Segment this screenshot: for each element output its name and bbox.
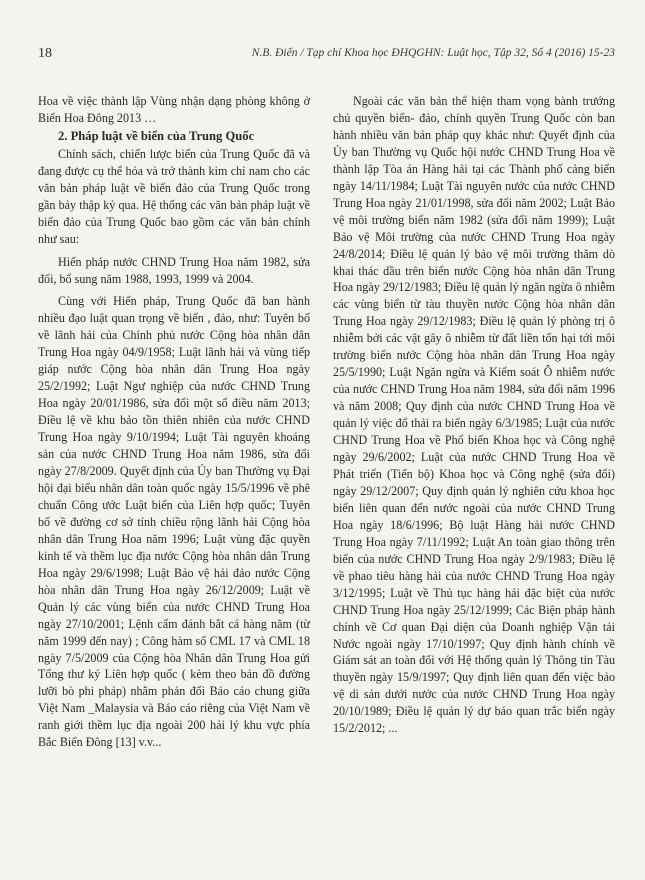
body-paragraph: Cùng với Hiến pháp, Trung Quốc đã ban hành nhiều đạo luật quan trọng về biển , đảo, như: Tuyên bố về lãnh hải của Chính phủ nước Cộng hòa nhân dân Trung Hoa ngày 04/9/1958; Luật lãnh hải và vùng tiếp giáp nước Cộng hòa nhân dân Trung Hoa ngày 25/2/1992; Luật Ngư nghiệp của nước CHND Trung Hoa ngày 20/01/1986, sửa đổi một số điều năm 2013; Điều lệ về khu bảo tồn thiên nhiên của nước CHND Trung Hoa ngày 9/10/1994; Luật Tài nguyên khoáng sản của nước CHND Trung Hoa năm 1986, sửa đổi ngày 27/8/2009. Quyết định của Ủy ban Thường vụ Đại hội đại biểu nhân dân toàn quốc ngày 15/5/1996 về phê chuẩn Công ước Luật biển của Liên hợp quốc; Tuyên bố về đường cơ sở tính chiều rộng lãnh hải Cộng hòa nhân dân Trung Hoa năm 1996; Luật vùng đặc quyền kinh tế và thềm lục địa nước Cộng hòa nhân dân Trung Hoa ngày 29/6/1998; Luật Bảo vệ hải đảo nước Cộng hòa nhân dân Trung Hoa ngày 26/12/2009; Luật về Quản lý các vùng biển của nước CHND Trung Hoa ngày 27/10/2001; Lệnh cấm đánh bắt cá hàng năm (từ năm 1999 đến nay) ; Công hàm số CML 17 và CML 18 ngày 7/5/2009 của Cộng hòa Nhân dân Trung Hoa gửi Tổng thư ký Liên hợp quốc ( kèm theo bản đồ đường lưỡi bò phi pháp) nhằm phản đối Báo cáo chung giữa Việt Nam _Malaysia và Báo cáo riêng của Việt Nam về ranh giới thềm lục địa ngoài 200 hải lý khu vực phía Bắc Biển Đông [13] v.v... — [38, 294, 310, 750]
page-number: 18 — [38, 46, 52, 61]
left-column — [38, 93, 310, 751]
section-heading: 2. Pháp luật về biển của Trung Quốc — [58, 128, 255, 143]
page-header — [38, 46, 615, 68]
body-paragraph: Ngoài các văn bản thể hiện tham vọng bành trướng chủ quyền biển- đảo, chính quyền Trung Quốc còn ban hành nhiều văn bản pháp quy khác như: Quyết định của Ủy ban Thường vụ Quốc hội nước CHND Trung Hoa về thành lập Tòa án Hàng hải tại các Thành phố cảng biển ngày 14/11/1984; Luật Tài nguyên nước của nước CHND Trung Hoa ngày 21/01/1998, sửa đổi năm 2002; Luật Bảo vệ môi trường biển năm 1982 (sửa đổi năm 1999); Luật Bảo vệ Môi trường của nước CHND Trung Hoa ngày 24/8/2014; Điều lệ quản lý bảo vệ môi trường thăm dò khai thác dầu trên biển nước Cộng hòa nhân dân Trung Hoa ngày 29/12/1983; Điều lệ quản lý ngăn ngừa ô nhiễm các vùng biển từ tàu thuyền nước Cộng hòa nhân dân Trung Hoa ngày 29/12/1983; Điều lệ quản lý phòng trị ô nhiễm bởi các vật gây ô nhiễm từ đất liền tổn hại tới môi trường biển nước Cộng hòa nhân dân Trung Hoa ngày 25/5/1990; Luật Ngăn ngừa và Kiểm soát Ô nhiễm nước của nước CHND Trung Hoa năm 1984, sửa đổi năm 1996 và năm 2008; Quy định của nước CHND Trung Hoa về quản lý việc đổ thải ra biển ngày 6/3/1985; Luật của nước CHND Trung Hoa về Phổ biến Khoa học và Công nghệ ngày 29/6/2002; Luật của nước CHND Trung Hoa về Phát triển (Tiến bộ) Khoa học và Công nghệ (sửa đổi) ngày 29/12/2007; Quy định quản lý nghiên cứu khoa học biển liên quan đến nước ngoài của nước CHND Trung Hoa ngày 18/6/1996; Bộ luật Hàng hải nước CHND Trung Hoa ngày 7/11/1992; Luật An toàn giao thông trên biển của nước CHND Trung Hoa ngày 2/9/1983; Điều lệ về phao tiêu hàng hải của nước CHND Trung Hoa ngày 3/12/1995; Luật về Thủ tục hàng hải đặc biệt của nước CHND Trung Hoa ngày 25/12/1999; Các Biện pháp hành chính về Cơ quan Đại diện của Doanh nghiệp Vận tải Nước ngoài ngày 17/10/1997; Quy định hành chính về Giám sát an toàn đối với Hệ thống quản lý Thông tin Tàu thuyền ngày 15/9/1997; Quy định liên quan đến việc bảo vệ di sản dưới nước của nước CHND Trung Hoa ngày 20/10/1989; Điều lệ quản lý dự báo quan trắc biển ngày 15/2/2012; ... — [333, 94, 615, 736]
body-paragraph: Hiến pháp nước CHND Trung Hoa năm 1982, sửa đổi, bổ sung năm 1988, 1993, 1999 và 2004. — [38, 254, 310, 286]
right-column — [333, 93, 615, 737]
running-head: N.B. Điển / Tạp chí Khoa học ĐHQGHN: Luật học, Tập 32, Số 4 (2016) 15-23 — [251, 47, 615, 59]
body-paragraph: Chính sách, chiến lược biển của Trung Quốc đã và đang được cụ thể hóa và trở thành kim chỉ nam cho các văn bản pháp luật về biển đảo của Trung Quốc trong gần bảy thập kỷ qua. Hệ thống các văn bản pháp luật về biển đảo của Trung Quốc bao gồm các văn bản chính như sau: — [38, 146, 310, 246]
continued-paragraph: Hoa về việc thành lập Vùng nhận dạng phòng không ở Biển Hoa Đông 2013 … — [38, 94, 310, 125]
